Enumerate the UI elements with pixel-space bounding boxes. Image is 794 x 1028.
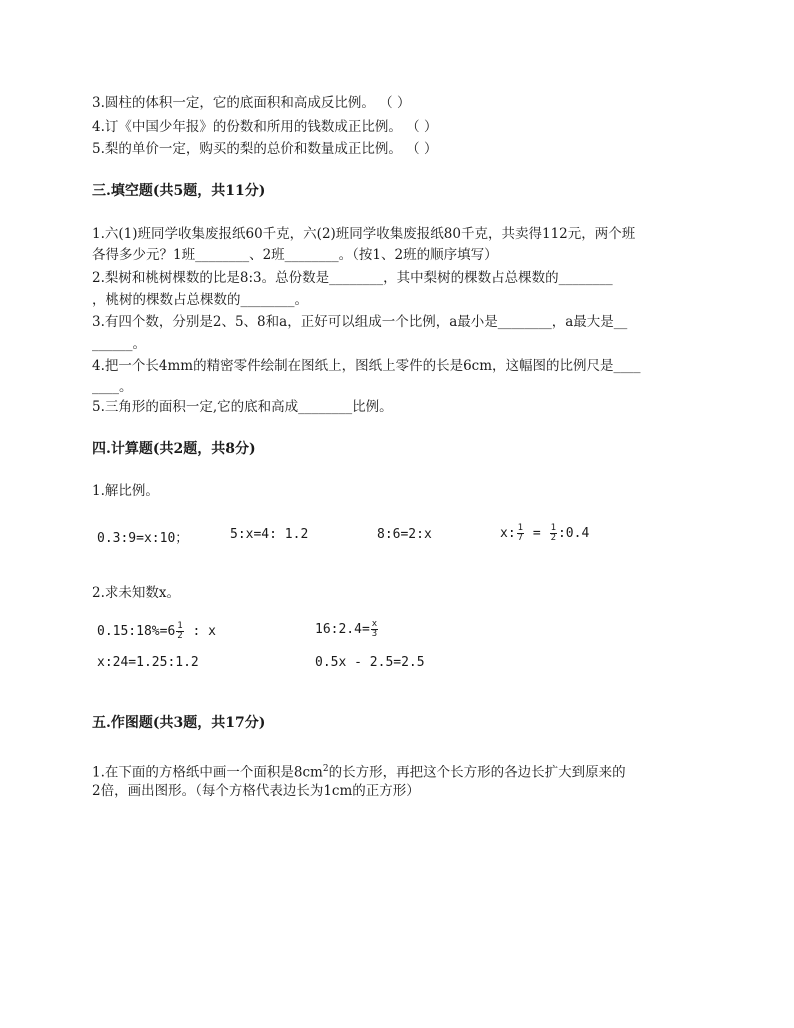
calc-question-1-title: 1.解比例。	[92, 483, 159, 499]
fraction-one-half-mixed: $\frac{1}{2}$	[177, 621, 183, 641]
equation-4: x: $\frac{1}{7}$ = $\frac{1}{2}$ :0.4	[500, 523, 590, 543]
equation-8: 0.5x - 2.5=2.5	[315, 655, 425, 670]
equation-3: 8:6=2:x	[377, 527, 432, 542]
equation-1: 0.3:9=x:10；	[97, 531, 189, 546]
fraction-one-seventh: $\frac{1}{7}$	[517, 523, 524, 543]
section-heading-fill-blank: 三.填空题(共5题，共11分)	[92, 183, 266, 199]
fraction-x-over-3: $\frac{x}{3}$	[371, 619, 378, 639]
judge-question-3: 3.圆柱的体积一定，它的底面积和高成反比例。 （ ）	[92, 95, 411, 111]
fill-question-5: 5.三角形的面积一定,它的底和高成________比例。	[92, 399, 393, 415]
fraction-one-half: $\frac{1}{2}$	[550, 523, 556, 543]
fill-question-1-line-1: 1.六(1)班同学收集废报纸60千克，六(2)班同学收集废报纸80千克，共卖得112元，两个班	[92, 226, 636, 242]
drawing-question-1-line-2: 2倍，画出图形。（每个方格代表边长为1cm的正方形）	[92, 783, 420, 799]
fill-question-4-line-1: 4.把一个长4mm的精密零件绘制在图纸上，图纸上零件的长是6cm，这幅图的比例尺是____	[92, 358, 641, 374]
calc-question-2-title: 2.求未知数x。	[92, 585, 180, 601]
fill-question-2-line-1: 2.梨树和桃树棵数的比是8:3。总份数是________，其中梨树的棵数占总棵数的________	[92, 270, 613, 286]
fill-question-2-line-2: ，桃树的棵数占总棵数的________。	[92, 292, 308, 308]
fill-question-1-line-2: 各得多少元？1班________、2班________。（按1、2班的顺序填写）	[92, 247, 498, 263]
equation-5: 0.15:18%=6 $\frac{1}{2}$ : x	[97, 621, 217, 641]
section-heading-calculation: 四.计算题(共2题，共8分)	[92, 441, 256, 457]
section-heading-drawing: 五.作图题(共3题，共17分)	[92, 715, 266, 731]
fill-question-3-line-2: ______。	[92, 336, 146, 352]
equation-2: 5:x=4: 1.2	[230, 527, 309, 542]
judge-question-4: 4.订《中国少年报》的份数和所用的钱数成正比例。 （ ）	[92, 119, 438, 135]
fill-question-3-line-1: 3.有四个数，分别是2、5、8和a，正好可以组成一个比例，a最小是________，a最大是__	[92, 314, 628, 330]
judge-question-5: 5.梨的单价一定，购买的梨的总价和数量成正比例。 （ ）	[92, 141, 438, 157]
drawing-question-1-line-1: 1.在下面的方格纸中画一个面积是$8cm^2$的长方形，再把这个长方形的各边长扩大到原来的	[92, 764, 626, 781]
equation-7: x:24=1.25:1.2	[97, 655, 199, 670]
fill-question-4-line-2: ____。	[92, 379, 133, 395]
equation-6: 16:2.4= $\frac{x}{3}$	[315, 619, 378, 639]
